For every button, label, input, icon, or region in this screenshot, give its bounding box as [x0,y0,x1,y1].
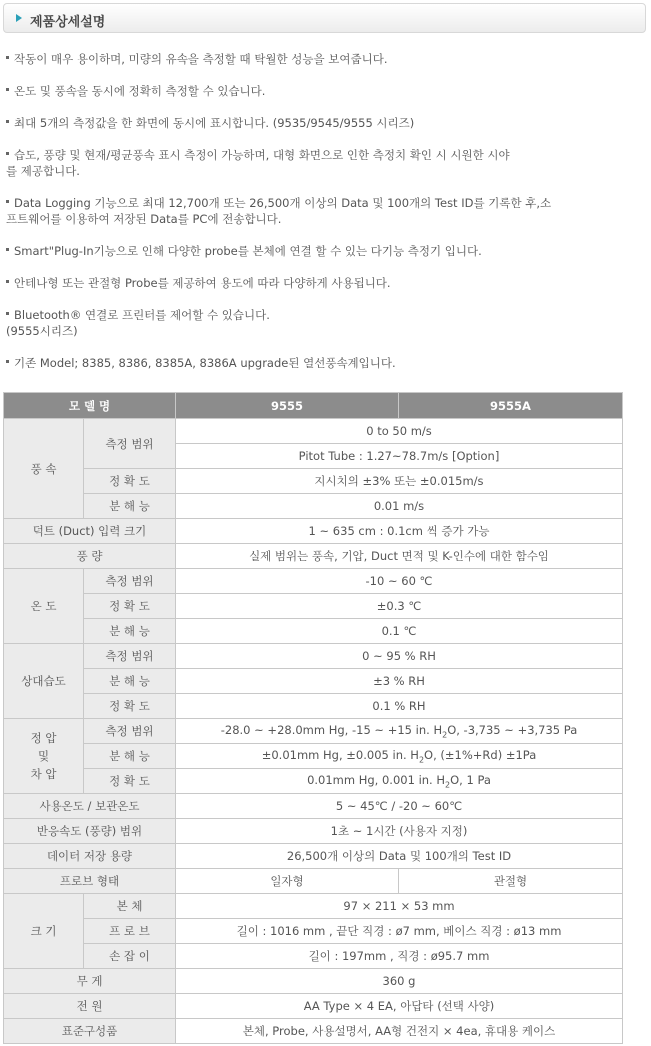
cell-value: -10 ~ 60 ℃ [176,569,623,594]
table-row [4,494,623,519]
list-item-text: 습도, 풍량 및 현재/평균풍속 표시 측정이 가능하며, 대형 화면으로 인한 측정치 확인 시 시원한 시야 [14,148,510,162]
list-item-text: Smart"Plug-In기능으로 인해 다양한 probe를 본체에 연결 할 수 있는 다기능 측정기 입니다. [14,244,482,258]
list-item-text: Bluetooth® 연결로 프린터를 제어할 수 있습니다. [14,308,270,322]
list-item [6,51,387,67]
table-row [4,894,623,919]
list-item-text: 안테나형 또는 관절형 Probe를 제공하여 용도에 따라 다양하게 사용됩니다. [14,276,391,290]
bullet-icon [6,200,9,203]
row-label-wind: 풍 속 [4,419,84,519]
cell-value: ±0.01mm Hg, ±0.005 in. $H_2O$, (±1%+Rd) ±1Pa [176,744,623,769]
table-row [4,569,623,594]
table-row [4,1019,623,1044]
bullet-icon [6,360,9,363]
sub-label: 측정 범위 [84,419,176,469]
sub-label: 측정 범위 [84,569,176,594]
row-label-storage: 데이터 저장 용량 [4,844,176,869]
cell-value: 360 g [176,969,623,994]
row-label-humidity: 상대습도 [4,644,84,719]
list-item-text: 를 제공합니다. [6,164,80,178]
cell-value: 0 to 50 m/s [176,419,623,444]
row-label-standard: 표준구성품 [4,1019,176,1044]
bullet-icon [6,152,9,155]
cell-value: 0.1 % RH [176,694,623,719]
row-label-pressure [4,719,84,794]
sub-label: 분 해 능 [84,494,176,519]
cell-value: ±0.3 ℃ [176,594,623,619]
sub-label: 분 해 능 [84,619,176,644]
arrow-icon [16,14,22,22]
sub-label: 정 확 도 [84,694,176,719]
table-row [4,419,623,444]
label-line: 정 압 [30,731,57,745]
bullet-icon [6,248,9,251]
table-row [4,519,623,544]
table-row [4,819,623,844]
col-model: 모 델 명 [4,393,176,419]
sub-label: 프 로 브 [84,919,176,944]
table-row [4,594,623,619]
cell-value: 길이 : 1016 mm , 끝단 직경 : ø7 mm, 베이스 직경 : ø13 mm [176,919,623,944]
table-row [4,869,623,894]
cell-value: 지시치의 ±3% 또는 ±0.015m/s [176,469,623,494]
list-item-text: 프트웨어를 이용하여 저장된 Data를 PC에 전송합니다. [6,212,282,226]
table-row [4,844,623,869]
list-item-text: (9555시리즈) [6,324,78,338]
cell-value: 5 ~ 45℃ / -20 ~ 60℃ [176,794,623,819]
list-item [6,147,510,179]
col-9555a: 9555A [399,393,623,419]
row-label-optemp: 사용온도 / 보관온도 [4,794,176,819]
table-row [4,619,623,644]
sub-label: 정 확 도 [84,594,176,619]
col-9555: 9555 [176,393,399,419]
cell-value: ±3 % RH [176,669,623,694]
cell-value: Pitot Tube : 1.27~78.7m/s [Option] [176,444,623,469]
section-header [3,3,646,33]
row-label-weight: 무 게 [4,969,176,994]
sub-label: 본 체 [84,894,176,919]
cell-value: 0.01 m/s [176,494,623,519]
table-row [4,719,623,744]
list-item [6,355,396,371]
row-label-probe: 프로브 형태 [4,869,176,894]
row-label-temp: 온 도 [4,569,84,644]
table-row [4,919,623,944]
cell-value: 길이 : 197mm , 직경 : ø95.7 mm [176,944,623,969]
cell-value: 97 × 211 × 53 mm [176,894,623,919]
table-row [4,969,623,994]
bullet-icon [6,280,9,283]
list-item [6,307,270,339]
cell-value: -28.0 ~ +28.0mm Hg, -15 ~ +15 in. $H_2O$, -3,735 ~ +3,735 Pa [176,719,623,744]
sub-label: 분 해 능 [84,744,176,769]
table-row [4,469,623,494]
table-row [4,694,623,719]
label-line: 및 [37,749,50,763]
cell-value: 1초 ~ 1시간 (사용자 지정) [176,819,623,844]
list-item [6,243,482,259]
sub-label: 정 확 도 [84,769,176,794]
table-row [4,794,623,819]
cell-value: 0.01mm Hg, 0.001 in. $H_2O$, 1 Pa [176,769,623,794]
table-row [4,944,623,969]
table-row [4,744,623,769]
list-item-text: 최대 5개의 측정값을 한 화면에 동시에 표시합니다. (9535/9545/9555 시리즈) [14,116,415,130]
cell-value: 관절형 [399,869,623,894]
cell-value: 26,500개 이상의 Data 및 100개의 Test ID [176,844,623,869]
row-label-response: 반응속도 (풍량) 범위 [4,819,176,844]
bullet-icon [6,88,9,91]
cell-value: 0 ~ 95 % RH [176,644,623,669]
list-item-text: 온도 및 풍속을 동시에 정확히 측정할 수 있습니다. [14,84,266,98]
table-header-row [4,393,623,419]
list-item-text: Data Logging 기능으로 최대 12,700개 또는 26,500개 이상의 Data 및 100개의 Test ID를 기록한 후,소 [14,196,552,210]
list-item-text: 기존 Model; 8385, 8386, 8385A, 8386A upgrade된 열선풍속계입니다. [14,356,396,370]
list-item-text: 작동이 매우 용이하며, 미량의 유속을 측정할 때 탁월한 성능을 보여줍니다. [14,52,388,66]
sub-label: 측정 범위 [84,644,176,669]
list-item [6,275,391,291]
table-row [4,994,623,1019]
section-title: 제품상세설명 [30,15,106,30]
spec-table [3,392,623,1044]
sub-label: 정 확 도 [84,469,176,494]
table-row [4,669,623,694]
cell-value: 일자형 [176,869,399,894]
sub-label: 분 해 능 [84,669,176,694]
table-row [4,644,623,669]
list-item [6,115,414,131]
cell-value: 1 ~ 635 cm : 0.1cm 씩 증가 가능 [176,519,623,544]
table-row [4,544,623,569]
cell-value: AA Type × 4 EA, 아답타 (선택 사양) [176,994,623,1019]
row-label-size: 크 기 [4,894,84,969]
row-label-flow: 풍 량 [4,544,176,569]
sub-label: 측정 범위 [84,719,176,744]
cell-value: 본체, Probe, 사용설명서, AA형 건전지 × 4ea, 휴대용 케이스 [176,1019,623,1044]
table-row [4,769,623,794]
list-item [6,195,551,227]
cell-value: 0.1 ℃ [176,619,623,644]
label-line: 차 압 [30,767,57,781]
bullet-icon [6,312,9,315]
sub-label: 손 잡 이 [84,944,176,969]
list-item [6,83,265,99]
row-label-duct: 덕트 (Duct) 입력 크기 [4,519,176,544]
row-label-power: 전 원 [4,994,176,1019]
bullet-icon [6,120,9,123]
bullet-icon [6,56,9,59]
cell-value: 실제 범위는 풍속, 기압, Duct 면적 및 K-인수에 대한 함수임 [176,544,623,569]
